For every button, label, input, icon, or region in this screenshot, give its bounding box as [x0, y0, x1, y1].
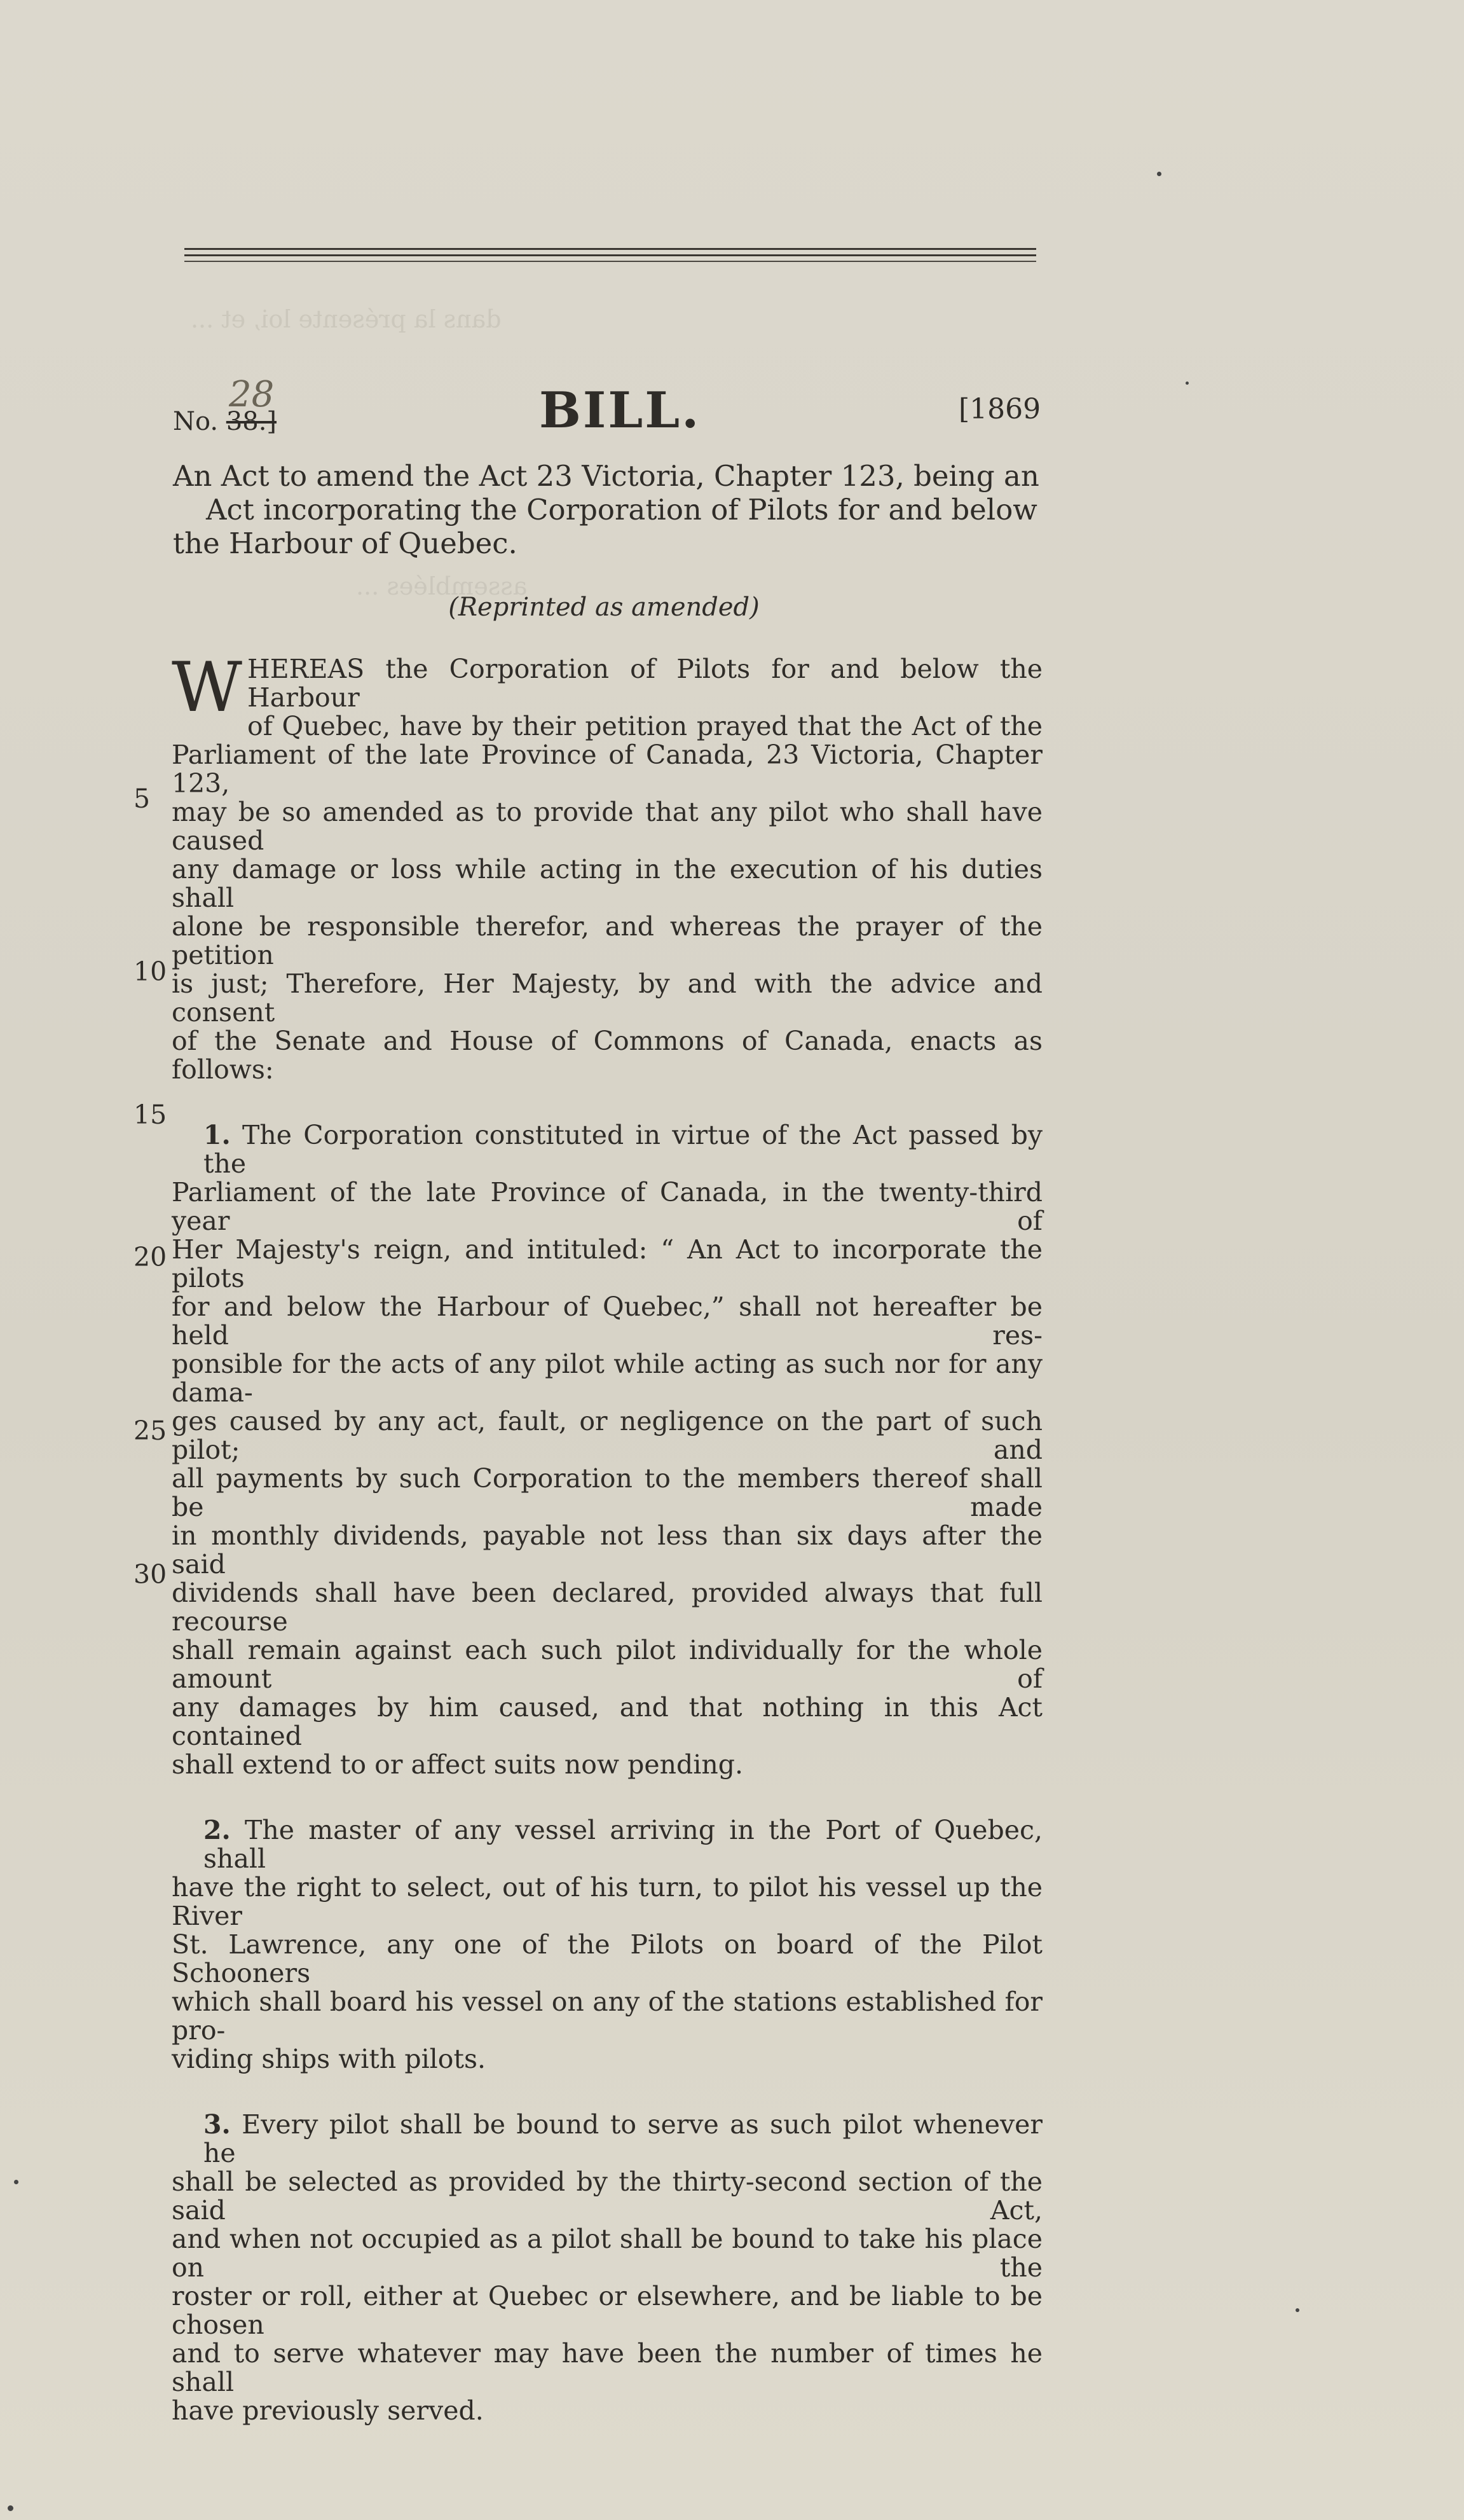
section-line: St. Lawrence, any one of the Pilots on board of the Pilot Schooners [172, 1929, 1043, 1988]
section-line: which shall board his vessel on any of the stations established for pro- [172, 1986, 1043, 2046]
top-rule [184, 254, 1036, 256]
section-number: 3. [203, 2109, 231, 2140]
preamble-line: any damage or loss while acting in the execution of his duties shall [172, 854, 1043, 913]
section-line: have previously served. [172, 2395, 484, 2426]
section-line: dividends shall have been declared, provided always that full recourse [172, 1578, 1043, 1637]
section-line: for and below the Harbour of Quebec,” shall not hereafter be held res- [172, 1291, 1043, 1351]
long-title-line: An Act to amend the Act 23 Victoria, Chapter 123, being an [173, 459, 1039, 493]
line-number: 25 [133, 1415, 167, 1446]
paper-speck [1186, 382, 1189, 385]
preamble-line: may be so amended as to provide that any pilot who shall have caused [172, 797, 1043, 856]
bill-title: BILL. [539, 382, 701, 439]
paper-speck [1296, 2308, 1299, 2312]
section-line: Her Majesty's reign, and intituled: “ An Act to incorporate the pilots [172, 1234, 1043, 1293]
section-line: ponsible for the acts of any pilot while acting as such nor for any dama- [172, 1349, 1043, 1408]
section-line: shall remain against each such pilot individually for the whole amount of [172, 1635, 1043, 1694]
section-line: ges caused by any act, fault, or negligence on the part of such pilot; and [172, 1406, 1043, 1465]
section-line: have the right to select, out of his turn, to pilot his vessel up the River [172, 1872, 1043, 1931]
section-2 [172, 1816, 1043, 2074]
preamble-line: HEREAS the Corporation of Pilots for and below the Harbour [247, 654, 1043, 713]
section-line: any damages by him caused, and that nothing in this Act contained [172, 1692, 1043, 1751]
bleed-through-text: dans la présente loi, et ... [191, 305, 502, 333]
long-title-line: the Harbour of Quebec. [173, 527, 517, 560]
long-title [173, 459, 1044, 560]
bleed-through-text: assemblées ... [356, 572, 528, 600]
section-line: shall be selected as provided by the thirty-second section of the said Act, [172, 2166, 1043, 2226]
top-rule [184, 248, 1036, 250]
preamble-line: of the Senate and House of Commons of Canada, enacts as follows: [172, 1026, 1043, 1085]
preamble-line: Parliament of the late Province of Canada, 23 Victoria, Chapter 123, [172, 740, 1043, 799]
bill-number-handwritten: 28 [229, 374, 275, 415]
section-line: roster or roll, either at Quebec or elsewhere, and be liable to be chosen [172, 2281, 1043, 2340]
section-number: 2. [203, 1815, 231, 1845]
line-number: 20 [133, 1242, 167, 1272]
preamble [172, 648, 1043, 1085]
reprint-note: (Reprinted as amended) [448, 593, 760, 622]
preamble-line: alone be responsible therefor, and whereas the prayer of the petition [172, 911, 1043, 970]
preamble-line: of Quebec, have by their petition prayed that the Act of the [247, 711, 1043, 741]
line-number: 10 [133, 956, 167, 987]
paper-speck [14, 2180, 18, 2184]
section-line: and to serve whatever may have been the number of times he shall [172, 2338, 1043, 2397]
line-number: 30 [133, 1559, 167, 1590]
section-line: viding ships with pilots. [172, 2044, 486, 2074]
bill-year: [1869 [959, 393, 1041, 425]
top-rule [184, 261, 1036, 262]
section-line: The Corporation constituted in virtue of the Act passed by the [203, 1120, 1043, 1179]
line-number: 5 [133, 783, 151, 814]
section-3 [172, 2110, 1043, 2425]
section-1 [172, 1121, 1043, 1779]
section-line: all payments by such Corporation to the members thereof shall be made [172, 1463, 1043, 1522]
section-line: in monthly dividends, payable not less than six days after the said [172, 1520, 1043, 1580]
paper-speck [1157, 172, 1161, 176]
preamble-line: is just; Therefore, Her Majesty, by and with the advice and consent [172, 968, 1043, 1028]
section-line: The master of any vessel arriving in the Port of Quebec, shall [203, 1815, 1043, 1874]
section-line: shall extend to or affect suits now pending. [172, 1749, 744, 1780]
line-number: 15 [133, 1099, 167, 1130]
long-title-line: Act incorporating the Corporation of Pilots for and below [206, 493, 1037, 527]
section-line: and when not occupied as a pilot shall be bound to take his place on the [172, 2224, 1043, 2283]
section-line: Every pilot shall be bound to serve as such pilot whenever he [203, 2109, 1043, 2168]
dropcap: W [172, 648, 243, 727]
section-line: Parliament of the late Province of Canada, in the twenty-third year of [172, 1177, 1043, 1236]
bill-number [173, 374, 277, 436]
section-number: 1. [203, 1120, 231, 1150]
paper-speck [8, 2505, 13, 2511]
bill-number-struck: 38.] [226, 407, 277, 436]
bill-body [172, 648, 1043, 2462]
bill-number-label: No. [173, 407, 219, 436]
